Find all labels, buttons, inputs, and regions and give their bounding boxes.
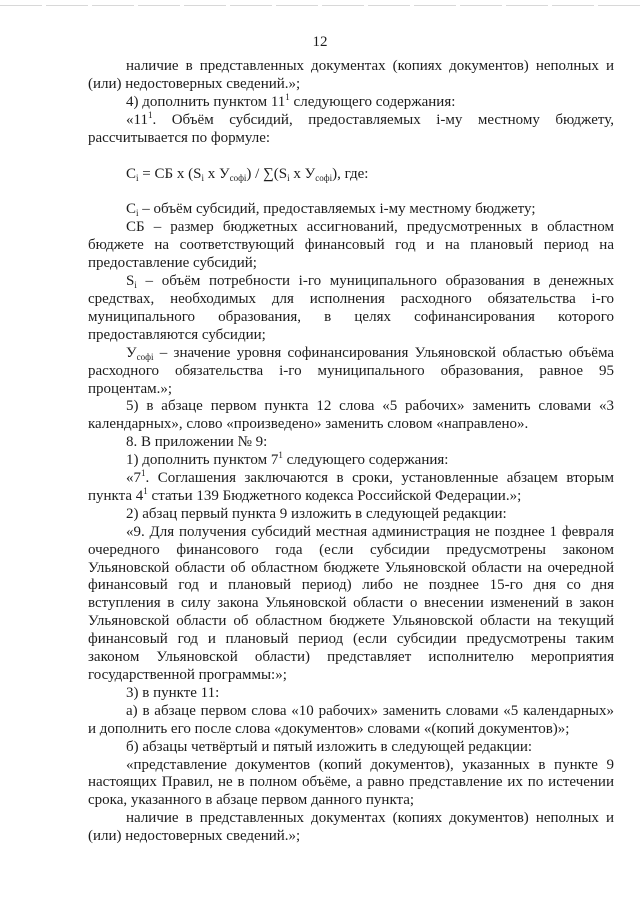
paragraph: наличие в представленных документах (копиях документов) неполных и (или) недостоверных сведений.»; bbox=[88, 810, 614, 845]
paragraph: «представление документов (копий документов), указанных в пункте 9 настоящих Правил, не в полном объёме, а равно представление их по истечении срока, указанного в абзаце первом данного пункта; bbox=[88, 756, 614, 809]
top-rule bbox=[0, 5, 640, 6]
paragraph: 5) в абзаце первом пункта 12 слова «5 рабочих» заменить словами «3 календарных», слово «произведено» заменить словом «направлено». bbox=[88, 398, 614, 433]
paragraph-item-11-1: «$11^1$. Объём субсидий, предоставляемых i-му местному бюджету, рассчитывается по формуле: bbox=[88, 109, 614, 146]
paragraph: 3) в пункте 11: bbox=[126, 684, 220, 701]
paragraph-add-item-7-1: 1) дополнить пунктом $7^1$ следующего содержания: bbox=[126, 450, 449, 469]
paragraph: б) абзацы четвёртый и пятый изложить в следующей редакции: bbox=[126, 738, 533, 755]
definition-y: $У_{софi}$ – значение уровня софинансирования Ульяновской областью объёма расходного обязательства i-го муниципального образования, равное 95 процентам.»; bbox=[88, 344, 614, 397]
paragraph-item-9: «9. Для получения субсидий местная администрация не позднее 1 февраля очередного финансового года (если субсидии предусмотрены законом Ульяновской области об областном бюджете Ульяновской области на очередной финансовый год и плановый период) либо не позднее 15-го дня со дня вступления в силу закона Ульяновской области о внесении изменений в закон Ульяновской области об областном бюджете Ульяновской области на текущий финансовый год и плановый период (если субсидии предусмотрены таким законом Ульяновской области) представляет исполнителю мероприятия государственной программы:»; bbox=[88, 523, 614, 683]
document-body bbox=[88, 58, 614, 846]
paragraph-item-7-1: «$7^1$. Соглашения заключаются в сроки, установленные абзацем вторым пункта $4^1$ статьи 139 Бюджетного кодекса Российской Федерации.»; bbox=[88, 468, 614, 504]
paragraph: 2) абзац первый пункта 9 изложить в следующей редакции: bbox=[126, 505, 507, 522]
paragraph: наличие в представленных документах (копиях документов) неполных и (или) недостоверных сведений.»; bbox=[88, 58, 614, 92]
paragraph-add-item-11-1: 4) дополнить пунктом $11^1$ следующего содержания: bbox=[126, 91, 456, 110]
paragraph-appendix-9: 8. В приложении № 9: bbox=[126, 434, 268, 451]
definition-sb: СБ – размер бюджетных ассигнований, предусмотренных в областном бюджете на соответствующий финансовый год и на плановый период на предоставление субсидий; bbox=[88, 219, 614, 272]
definition-s: $S_i$ – объём потребности i-го муниципального образования в денежных средствах, необходимых для исполнения расходного обязательства i-го муниципального образования, в целях софинансирования которого предоставляются субсидии; bbox=[88, 273, 614, 343]
page-number: 12 bbox=[312, 34, 328, 50]
definition-c: $C_i$ – объём субсидий, предоставляемых i-му местному бюджету; bbox=[126, 201, 536, 219]
formula: $C_i$ = СБ х ($S_i$ х $У_{софi}) / \sum(S_i$ х $У_{софi}$), где: bbox=[126, 165, 369, 183]
paragraph: а) в абзаце первом слова «10 рабочих» заменить словами «5 календарных» и дополнить его после слова «документов» словами «(копий документов)»; bbox=[88, 702, 614, 737]
